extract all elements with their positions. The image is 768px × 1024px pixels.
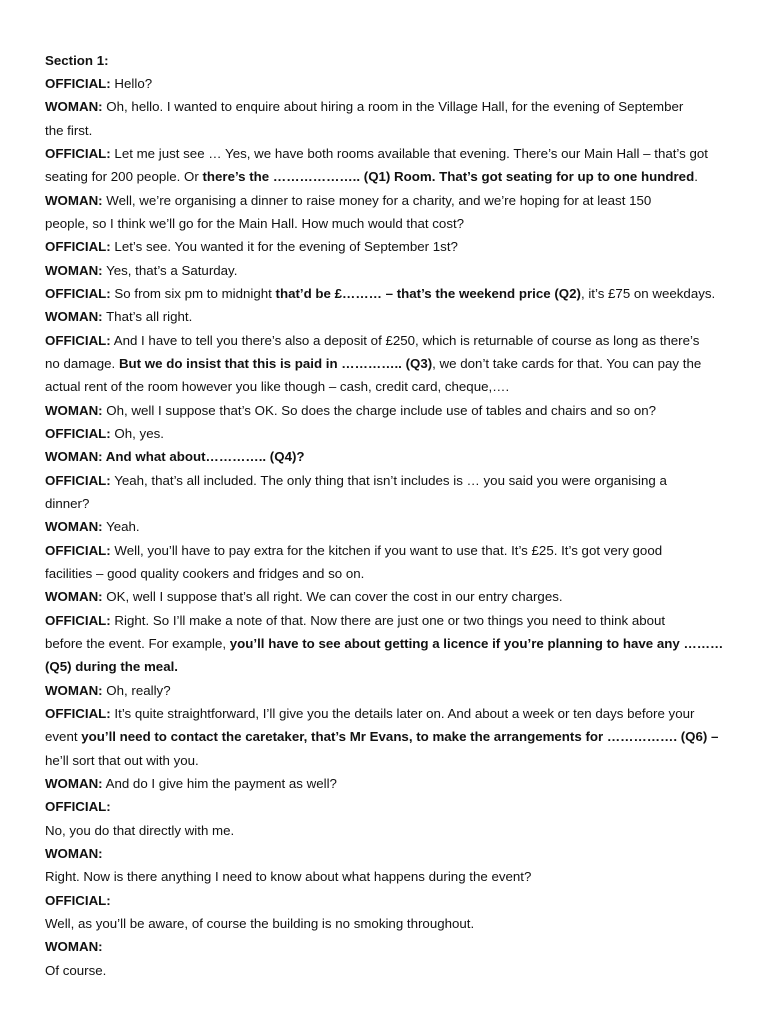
- bold-text: you’ll need to contact the caretaker, that’s Mr Evans, to make the arrangements for ……………. (Q6) –: [81, 729, 719, 744]
- line-text: actual rent of the room however you like though – cash, credit card, cheque,….: [45, 379, 510, 394]
- line-text: dinner?: [45, 496, 90, 511]
- line-text: Well, we’re organising a dinner to raise money for a charity, and we’re hoping for at least 150: [102, 193, 652, 208]
- line-text: Yes, that’s a Saturday.: [102, 263, 238, 278]
- transcript-line: [45, 842, 103, 865]
- transcript-line: [45, 772, 337, 795]
- transcript-line: [45, 329, 699, 352]
- transcript-line: [45, 492, 89, 515]
- transcript-line: [45, 119, 92, 142]
- speaker-label: WOMAN:: [45, 939, 103, 954]
- line-text: No, you do that directly with me.: [45, 823, 235, 838]
- transcript-line: [45, 515, 140, 538]
- speaker-label: WOMAN:: [45, 193, 103, 208]
- line-text: event: [45, 729, 82, 744]
- speaker-label: OFFICIAL:: [45, 613, 111, 628]
- transcript-line: [45, 305, 192, 328]
- section-heading: [45, 49, 109, 72]
- speaker-label: OFFICIAL:: [45, 426, 111, 441]
- speaker-label: WOMAN:: [45, 263, 103, 278]
- line-text: Hello?: [110, 76, 153, 91]
- line-text: before the event. For example,: [45, 636, 230, 651]
- speaker-label: WOMAN:: [45, 519, 103, 534]
- line-text: Let me just see … Yes, we have both rooms available that evening. There’s our Main Hall – that’s got: [110, 146, 708, 161]
- speaker-label: OFFICIAL:: [45, 239, 111, 254]
- line-text: the first.: [45, 123, 93, 138]
- bold-text: there’s the ……………….. (Q1) Room. That’s got seating for up to one hundred: [202, 169, 695, 184]
- bold-text: (Q5) during the meal.: [45, 659, 178, 674]
- speaker-label: OFFICIAL:: [45, 893, 111, 908]
- transcript-line: [45, 469, 667, 492]
- line-text: Right. Now is there anything I need to know about what happens during the event?: [45, 869, 532, 884]
- transcript-line: [45, 702, 694, 725]
- transcript-line: [45, 72, 152, 95]
- speaker-label: WOMAN:: [45, 846, 103, 861]
- speaker-label: WOMAN:: [45, 683, 103, 698]
- line-text: Oh, yes.: [110, 426, 164, 441]
- speaker-label: OFFICIAL:: [45, 333, 111, 348]
- line-text: That’s all right.: [102, 309, 193, 324]
- line-text: Let’s see. You wanted it for the evening of September 1st?: [110, 239, 458, 254]
- bold-text: that’d be £……… – that’s the weekend price (Q2): [275, 286, 581, 301]
- transcript-line: [45, 585, 563, 608]
- transcript-line: [45, 539, 662, 562]
- transcript-line: [45, 795, 111, 818]
- transcript-line: [45, 235, 458, 258]
- line-text: , it’s £75 on weekdays.: [580, 286, 716, 301]
- transcript-line: [45, 562, 364, 585]
- transcript-line: [45, 259, 237, 282]
- line-text: Well, you’ll have to pay extra for the kitchen if you want to use that. It’s £25. It’s got very good: [110, 543, 663, 558]
- transcript-line: [45, 282, 715, 305]
- transcript-line: [45, 375, 509, 398]
- line-text: Of course.: [45, 963, 107, 978]
- line-text: .: [694, 169, 698, 184]
- speaker-label: OFFICIAL:: [45, 146, 111, 161]
- transcript-line: [45, 889, 111, 912]
- line-text: And I have to tell you there’s also a deposit of £250, which is returnable of course as long as there’s: [110, 333, 700, 348]
- line-text: Well, as you’ll be aware, of course the building is no smoking throughout.: [45, 916, 475, 931]
- line-text: And do I give him the payment as well?: [102, 776, 337, 791]
- speaker-label: OFFICIAL:: [45, 543, 111, 558]
- transcript-line: [45, 725, 718, 748]
- transcript-line: [45, 749, 199, 772]
- transcript-line: [45, 352, 701, 375]
- transcript-line: [45, 165, 698, 188]
- speaker-label: WOMAN:: [45, 776, 103, 791]
- line-text: seating for 200 people. Or: [45, 169, 203, 184]
- line-text: Yeah.: [102, 519, 140, 534]
- speaker-label: OFFICIAL:: [45, 473, 111, 488]
- bold-text: And what about………….. (Q4)?: [102, 449, 305, 464]
- speaker-label: OFFICIAL:: [45, 286, 111, 301]
- transcript-line: [45, 142, 708, 165]
- transcript-line: [45, 935, 103, 958]
- line-text: Yeah, that’s all included. The only thing that isn’t includes is … you said you were organising a: [110, 473, 667, 488]
- transcript-line: [45, 679, 171, 702]
- speaker-label: OFFICIAL:: [45, 799, 111, 814]
- line-text: he’ll sort that out with you.: [45, 753, 199, 768]
- transcript-line: [45, 609, 665, 632]
- speaker-label: WOMAN:: [45, 449, 103, 464]
- transcript-line: [45, 865, 531, 888]
- transcript-line: [45, 422, 164, 445]
- line-text: Right. So I’ll make a note of that. Now there are just one or two things you need to think about: [110, 613, 666, 628]
- transcript-line: [45, 212, 464, 235]
- transcript-line: [45, 655, 178, 678]
- transcript-line: [45, 632, 723, 655]
- line-text: people, so I think we’ll go for the Main Hall. How much would that cost?: [45, 216, 465, 231]
- bold-text: Section 1:: [45, 53, 109, 68]
- transcript-line: [45, 819, 234, 842]
- line-text: Oh, really?: [102, 683, 171, 698]
- speaker-label: OFFICIAL:: [45, 76, 111, 91]
- line-text: facilities – good quality cookers and fridges and so on.: [45, 566, 365, 581]
- speaker-label: OFFICIAL:: [45, 706, 111, 721]
- transcript-line: [45, 95, 683, 118]
- line-text: , we don’t take cards for that. You can pay the: [432, 356, 702, 371]
- speaker-label: WOMAN:: [45, 403, 103, 418]
- transcript-line: [45, 912, 474, 935]
- speaker-label: WOMAN:: [45, 589, 103, 604]
- line-text: no damage.: [45, 356, 119, 371]
- transcript-line: [45, 959, 106, 982]
- speaker-label: WOMAN:: [45, 99, 103, 114]
- line-text: So from six pm to midnight: [110, 286, 276, 301]
- bold-text: you’ll have to see about getting a licence if you’re planning to have any ………: [229, 636, 724, 651]
- line-text: OK, well I suppose that’s all right. We can cover the cost in our entry charges.: [102, 589, 563, 604]
- line-text: Oh, well I suppose that’s OK. So does the charge include use of tables and chairs and so on?: [102, 403, 657, 418]
- line-text: It’s quite straightforward, I’ll give you the details later on. And about a week or ten days before your: [110, 706, 695, 721]
- transcript-line: [45, 399, 656, 422]
- transcript-line: [45, 189, 651, 212]
- bold-text: But we do insist that this is paid in ………….. (Q3): [118, 356, 433, 371]
- speaker-label: WOMAN:: [45, 309, 103, 324]
- line-text: Oh, hello. I wanted to enquire about hiring a room in the Village Hall, for the evening of September: [102, 99, 684, 114]
- transcript-line: [45, 445, 305, 468]
